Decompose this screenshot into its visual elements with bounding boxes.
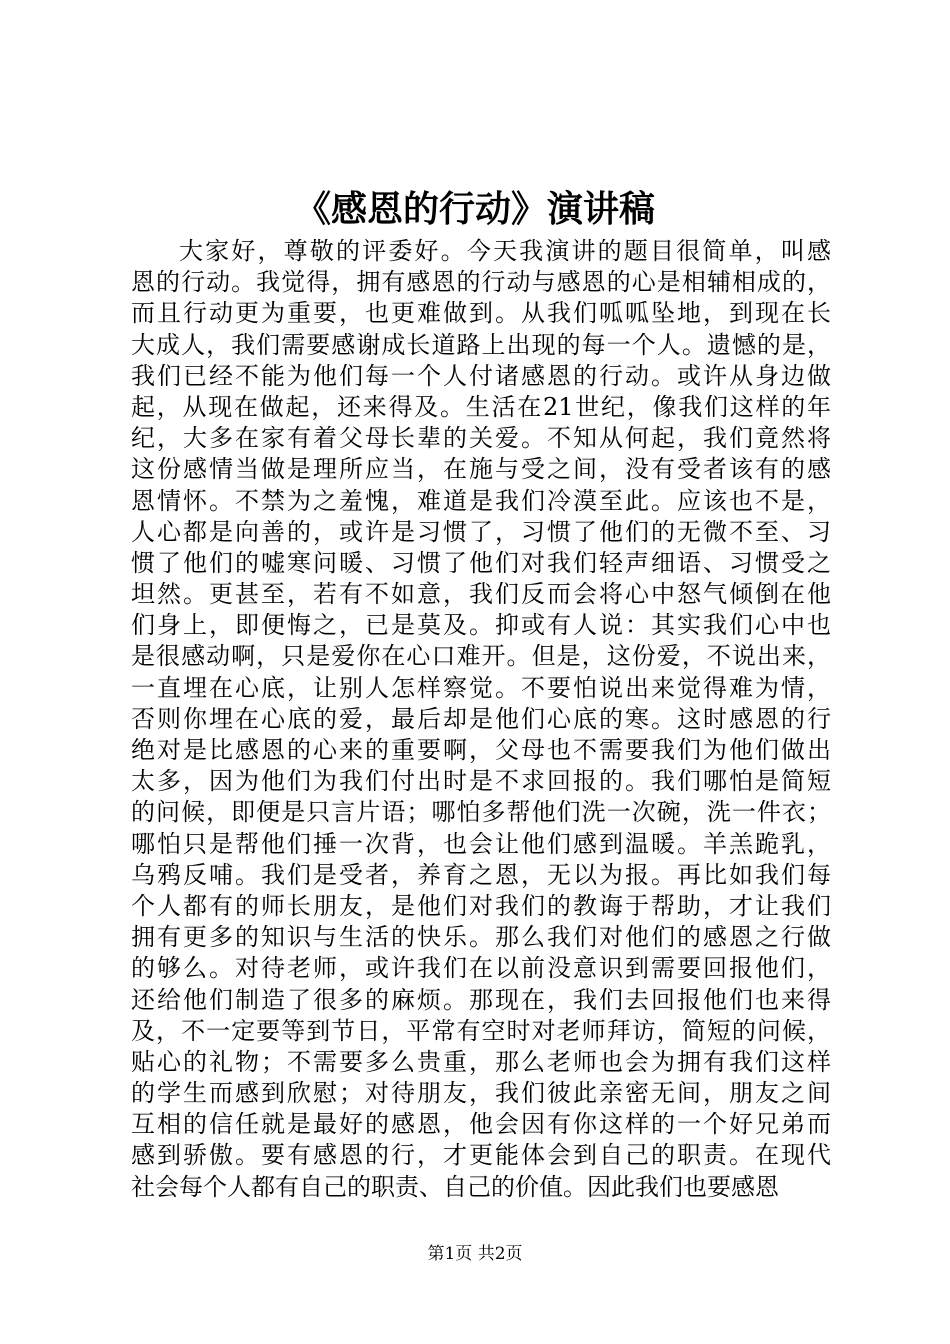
- body-line: 的学生而感到欣慰；对待朋友，我们彼此亲密无间，朋友之间: [131, 1079, 831, 1108]
- body-line: 太多，因为他们为我们付出时是不求回报的。我们哪怕是简短: [131, 767, 831, 796]
- body-line: 一直埋在心底，让别人怎样察觉。不要怕说出来觉得难为情，: [131, 673, 831, 702]
- body-line: 还给他们制造了很多的麻烦。那现在，我们去回报他们也来得: [131, 985, 831, 1014]
- body-line: 哪怕只是帮他们捶一次背，也会让他们感到温暖。羊羔跪乳，: [131, 829, 831, 858]
- body-line: 大成人，我们需要感谢成长道路上出现的每一个人。遗憾的是，: [131, 330, 831, 359]
- document-title: 《感恩的行动》演讲稿: [294, 188, 655, 230]
- body-line: 互相的信任就是最好的感恩，他会因有你这样的一个好兄弟而: [131, 1110, 831, 1139]
- body-line: 感到骄傲。要有感恩的行，才更能体会到自己的职责。在现代: [131, 1141, 831, 1170]
- body-line: 及，不一定要等到节日，平常有空时对老师拜访，简短的问候，: [131, 1016, 831, 1045]
- body-line: 纪，大多在家有着父母长辈的关爱。不知从何起，我们竟然将: [131, 424, 831, 453]
- body-line: 拥有更多的知识与生活的快乐。那么我们对他们的感恩之行做: [131, 923, 831, 952]
- body-line: 的够么。对待老师，或许我们在以前没意识到需要回报他们，: [131, 954, 831, 983]
- body-line: 绝对是比感恩的心来的重要啊，父母也不需要我们为他们做出: [131, 736, 831, 764]
- body-line: 惯了他们的嘘寒问暖、习惯了他们对我们轻声细语、习惯受之: [131, 548, 831, 577]
- body-line: 个人都有的师长朋友，是他们对我们的教诲于帮助，才让我们: [131, 891, 831, 920]
- body-line: 恩情怀。不禁为之羞愧，难道是我们冷漠至此。应该也不是，: [131, 486, 831, 515]
- body-line: 社会每个人都有自己的职责、自己的价值。因此我们也要感恩: [131, 1172, 779, 1201]
- body-line: 这份感情当做是理所应当，在施与受之间，没有受者该有的感: [131, 455, 831, 484]
- body-line: 贴心的礼物；不需要多么贵重，那么老师也会为拥有我们这样: [131, 1047, 831, 1076]
- body-line: 是很感动啊，只是爱你在心口难开。但是，这份爱，不说出来，: [131, 642, 831, 671]
- body-line: 坦然。更甚至，若有不如意，我们反而会将心中怒气倾倒在他: [131, 580, 831, 609]
- body-line: 的问候，即便是只言片语；哪怕多帮他们洗一次碗，洗一件衣；: [131, 798, 831, 827]
- body-line: 我们已经不能为他们每一个人付诸感恩的行动。或许从身边做: [131, 361, 831, 390]
- document-body: [131, 236, 831, 1203]
- body-line: 否则你埋在心底的爱，最后却是他们心底的寒。这时感恩的行: [131, 704, 831, 733]
- body-line: 恩的行动。我觉得，拥有感恩的行动与感恩的心是相辅相成的，: [131, 268, 831, 297]
- body-line: 而且行动更为重要，也更难做到。从我们呱呱坠地，到现在长: [131, 299, 831, 328]
- body-line: 起，从现在做起，还来得及。生活在21世纪，像我们这样的年: [131, 392, 831, 421]
- page-footer: 第1页 共2页: [427, 1244, 523, 1264]
- body-line: 大家好，尊敬的评委好。今天我演讲的题目很简单，叫感: [179, 237, 831, 265]
- body-line: 人心都是向善的，或许是习惯了，习惯了他们的无微不至、习: [131, 517, 831, 546]
- body-line: 乌鸦反哺。我们是受者，养育之恩，无以为报。再比如我们每: [131, 860, 831, 889]
- body-line: 们身上，即便悔之，已是莫及。抑或有人说：其实我们心中也: [131, 611, 831, 640]
